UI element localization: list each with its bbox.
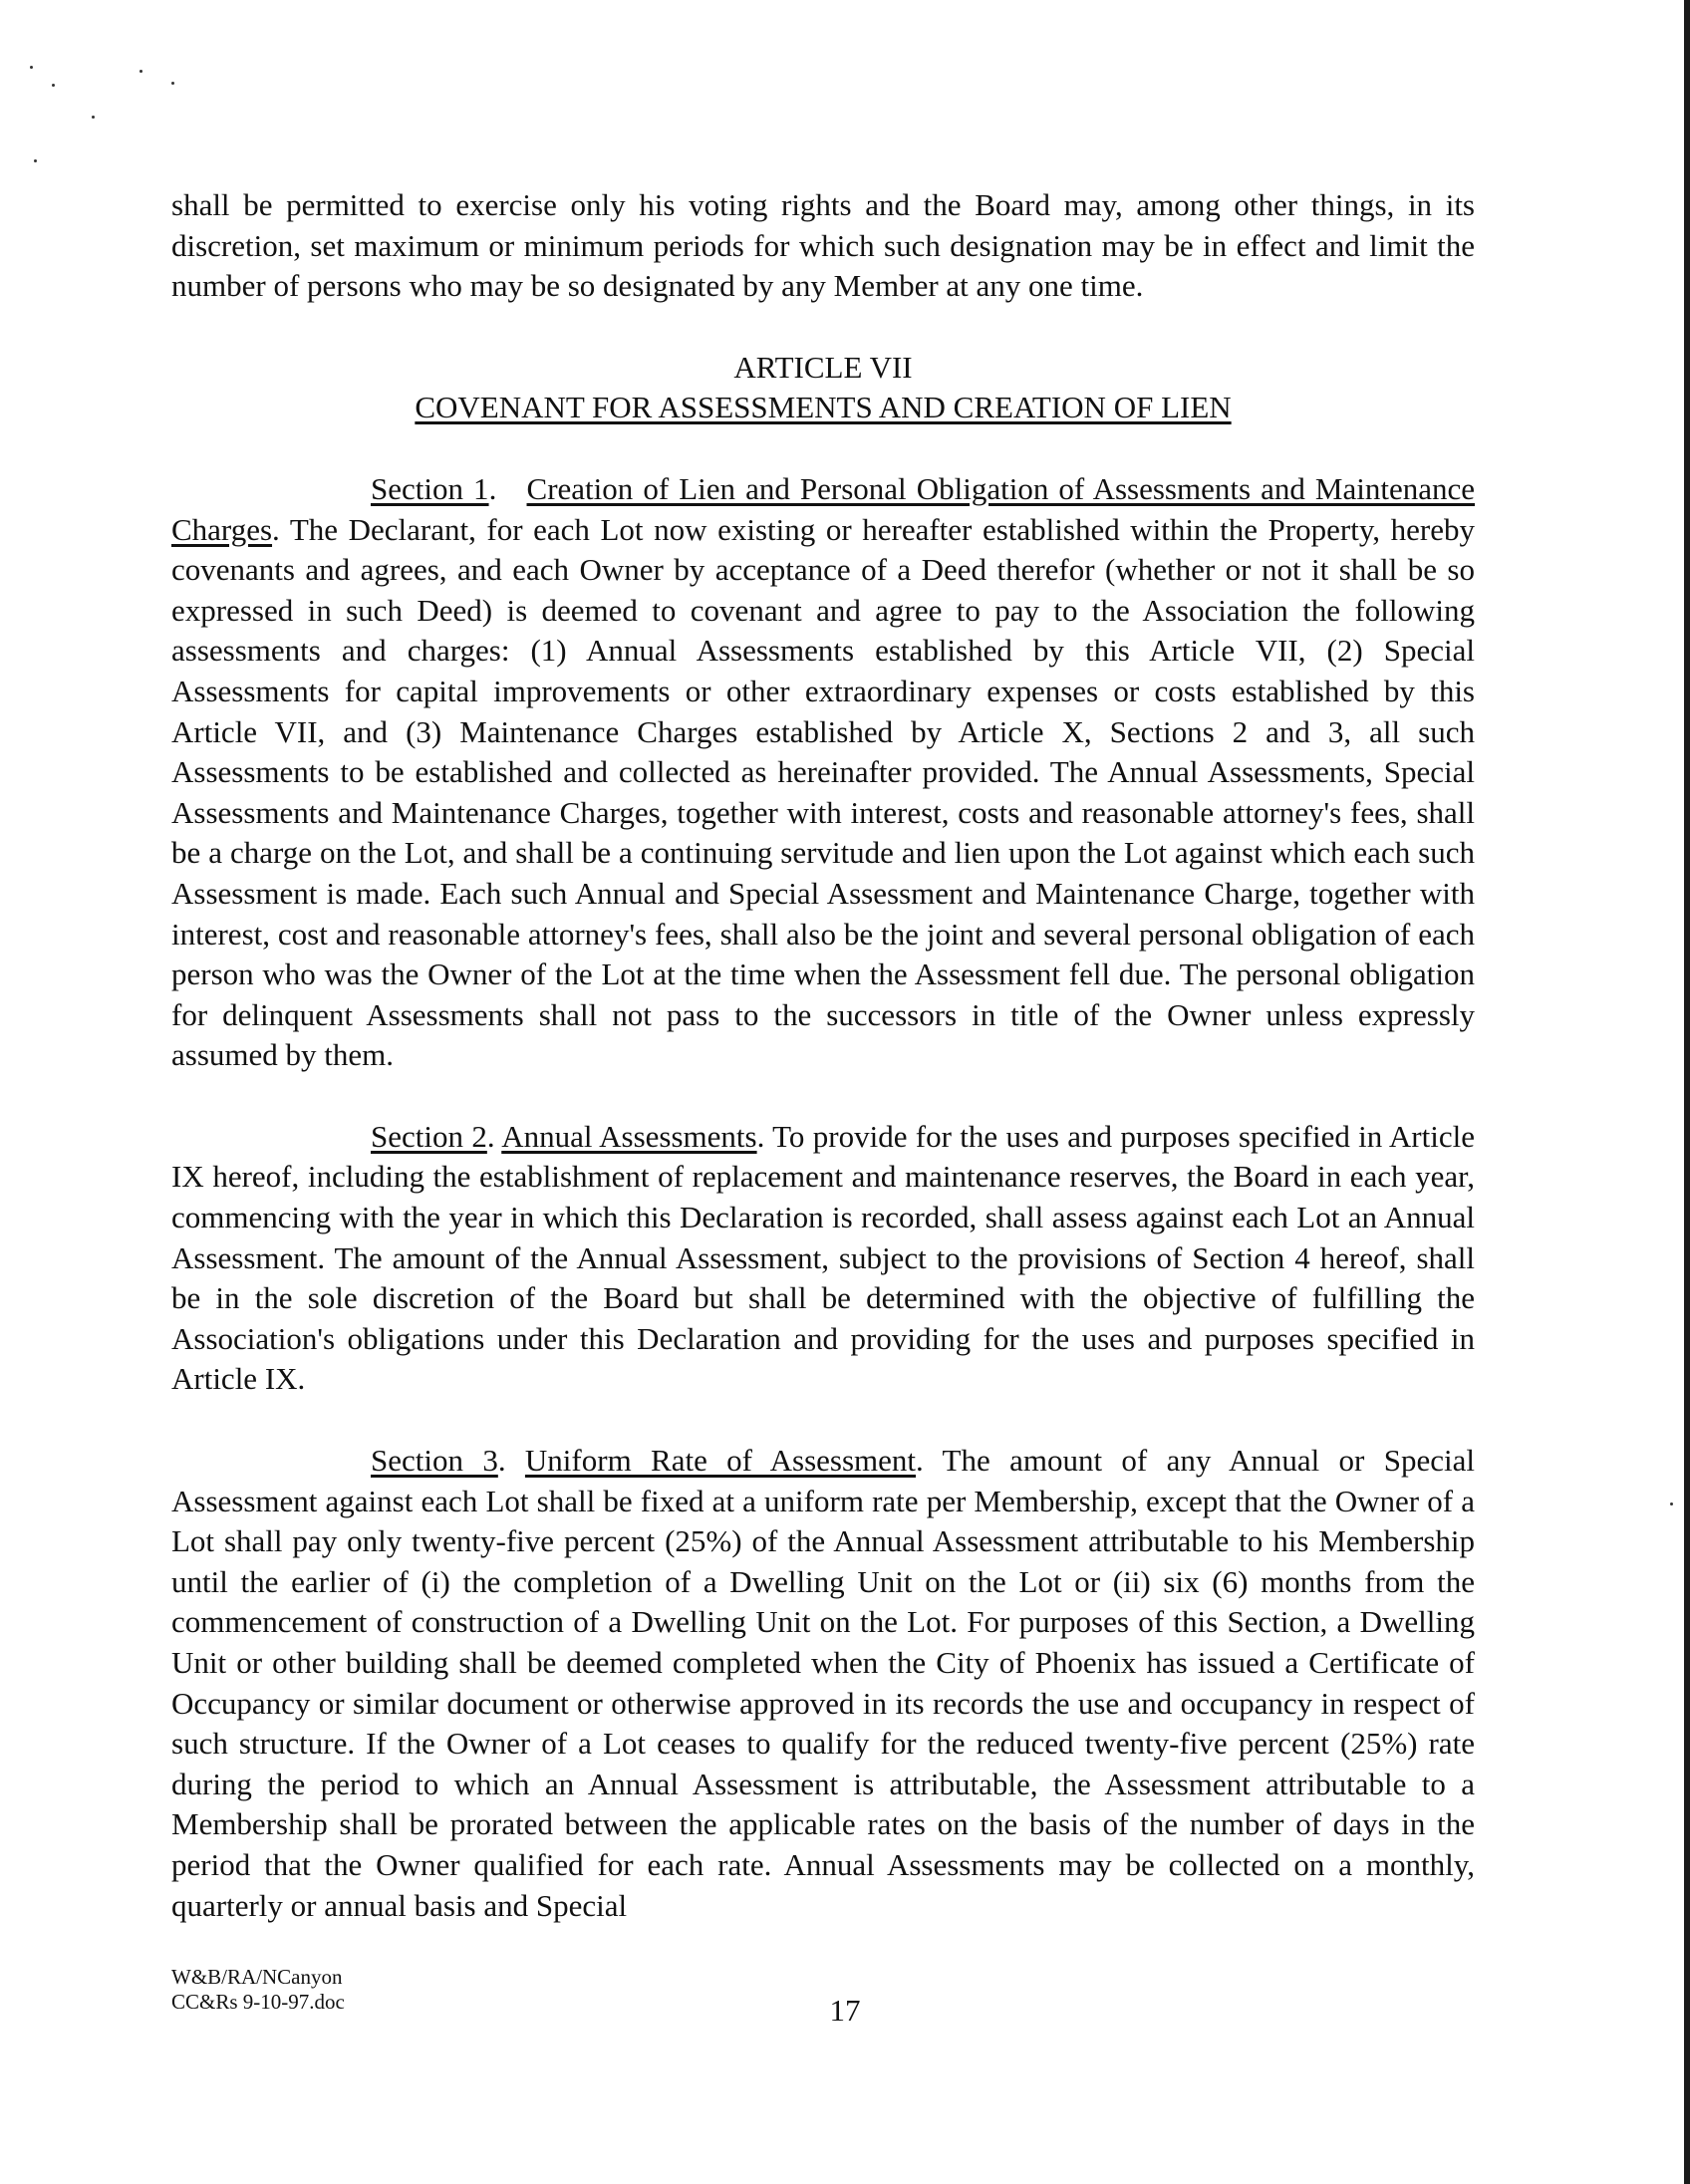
section-1-heading: Creation of Lien and Personal Obligation of Assessments and Maintenance Charges <box>171 470 1476 547</box>
section-3-heading: Uniform Rate of Assessment <box>524 1443 917 1479</box>
section-1-label: Section 1 <box>371 470 489 506</box>
document-body <box>171 185 1475 1926</box>
section-1-body: The Declarant, for each Lot now existing or hereafter established within the Property, hereby covenants and agrees, and each Owner by acceptance of a Deed therefor (whether or not it shall be so expressed in such Deed) is deemed to covenant and agree to pay to the Association the following assessments and charges: (1) Annual Assessments established by this Article VII, (2) Special Assessments for capital improvements or other extraordinary expenses or costs established by this Article VII, and (3) Maintenance Charges established by Article X, Sections 2 and 3, all such Assessments to be established and collected as hereinafter provided. The Annual Assessments, Special Assessments and Maintenance Charges, together with interest, costs and reasonable attorney's fees, shall be a charge on the Lot, and shall be a continuing servitude and lien upon the Lot against which each such Assessment is made. Each such Annual and Special Assessment and Maintenance Charge, together with interest, cost and reasonable attorney's fees, shall also be the joint and several personal obligation of each person who was the Owner of the Lot at the time when the Assessment fell due. The personal obligation for delinquent Assessments shall not pass to the successors in title of the Owner unless expressly assumed by them. <box>171 511 1475 1073</box>
scan-speck <box>34 159 37 162</box>
section-2-heading: Annual Assessments <box>501 1118 757 1154</box>
scan-speck <box>1670 1502 1673 1505</box>
footer-file-line-2: CC&Rs 9-10-97.doc <box>171 1990 345 2014</box>
scan-speck <box>52 84 55 87</box>
scan-speck <box>171 82 174 85</box>
article-title: COVENANT FOR ASSESSMENTS AND CREATION OF LIEN <box>415 390 1232 425</box>
scan-speck <box>30 66 33 69</box>
section-2-label: Section 2 <box>371 1118 487 1154</box>
article-number: ARTICLE VII <box>733 349 913 385</box>
scan-speck <box>92 116 95 119</box>
opening-paragraph: shall be permitted to exercise only his voting rights and the Board may, among other things, in its discretion, set maximum or minimum periods for which such designation may be in effect and limit the number of persons who may be so designated by any Member at any one time. <box>171 187 1475 304</box>
footer-file-line-1: W&B/RA/NCanyon <box>171 1965 343 1989</box>
scan-edge-shadow <box>1684 0 1690 2184</box>
scan-speck <box>140 70 142 73</box>
section-3-label: Section 3 <box>371 1443 498 1479</box>
section-3-paragraph: Section 3. Uniform Rate of Assessment. The amount of any Annual or Special Assessment against each Lot shall be fixed at a uniform rate per Membership, except that the Owner of a Lot shall pay only twenty-five percent (25%) of the Annual Assessment attributable to his Membership until the earlier of (i) the completion of a Dwelling Unit on the Lot or (ii) six (6) months from the commencement of construction of a Dwelling Unit on the Lot. For purposes of this Section, a Dwelling Unit or other building shall be deemed completed when the City of Phoenix has issued a Certificate of Occupancy or similar document or otherwise approved in its records the use and occupancy in respect of such structure. If the Owner of a Lot ceases to qualify for the reduced twenty-five percent (25%) rate during the period to which an Annual Assessment is attributable, the Assessment attributable to a Membership shall be prorated between the applicable rates on the basis of the number of days in the period that the Owner qualified for each rate. Annual Assessments may be collected on a monthly, quarterly or annual basis and Special <box>171 1443 1475 1923</box>
section-2-body: To provide for the uses and purposes specified in Article IX hereof, including the establishment of replacement and maintenance reserves, the Board in each year, commencing with the year in which this Declaration is recorded, shall assess against each Lot an Annual Assessment. The amount of the Annual Assessment, subject to the provisions of Section 4 hereof, shall be in the sole discretion of the Board but shall be determined with the objective of fulfilling the Association's obligations under this Declaration and providing for the uses and purposes specified in Article IX. <box>171 1118 1475 1397</box>
section-3-body: The amount of any Annual or Special Assessment against each Lot shall be fixed at a uniform rate per Membership, except that the Owner of a Lot shall pay only twenty-five percent (25%) of the Annual Assessment attributable to his Membership until the earlier of (i) the completion of a Dwelling Unit on the Lot or (ii) six (6) months from the commencement of construction of a Dwelling Unit on the Lot. For purposes of this Section, a Dwelling Unit or other building shall be deemed completed when the City of Phoenix has issued a Certificate of Occupancy or similar document or otherwise approved in its records the use and occupancy in respect of such structure. If the Owner of a Lot ceases to qualify for the reduced twenty-five percent (25%) rate during the period to which an Annual Assessment is attributable, the Assessment attributable to a Membership shall be prorated between the applicable rates on the basis of the number of days in the period that the Owner qualified for each rate. Annual Assessments may be collected on a monthly, quarterly or annual basis and Special <box>171 1443 1475 1923</box>
page-number: 17 <box>829 1993 861 2028</box>
section-2-paragraph: Section 2. Annual Assessments. To provide for the uses and purposes specified in Article IX hereof, including the establishment of replacement and maintenance reserves, the Board in each year, commencing with the year in which this Declaration is recorded, shall assess against each Lot an Annual Assessment. The amount of the Annual Assessment, subject to the provisions of Section 4 hereof, shall be in the sole discretion of the Board but shall be determined with the objective of fulfilling the Association's obligations under this Declaration and providing for the uses and purposes specified in Article IX. <box>171 1118 1475 1397</box>
section-1-paragraph: Section 1. Creation of Lien and Personal Obligation of Assessments and Maintenance Charges. The Declarant, for each Lot now existing or hereafter established within the Property, hereby covenants and agrees, and each Owner by acceptance of a Deed therefor (whether or not it shall be so expressed in such Deed) is deemed to covenant and agree to pay to the Association the following assessments and charges: (1) Annual Assessments established by this Article VII, (2) Special Assessments for capital improvements or other extraordinary expenses or costs established by this Article VII, and (3) Maintenance Charges established by Article X, Sections 2 and 3, all such Assessments to be established and collected as hereinafter provided. The Annual Assessments, Special Assessments and Maintenance Charges, together with interest, costs and reasonable attorney's fees, shall be a charge on the Lot, and shall be a continuing servitude and lien upon the Lot against which each such Assessment is made. Each such Annual and Special Assessment and Maintenance Charge, together with interest, cost and reasonable attorney's fees, shall also be the joint and several personal obligation of each person who was the Owner of the Lot at the time when the Assessment fell due. The personal obligation for delinquent Assessments shall not pass to the successors in title of the Owner unless expressly assumed by them. <box>171 470 1476 1073</box>
